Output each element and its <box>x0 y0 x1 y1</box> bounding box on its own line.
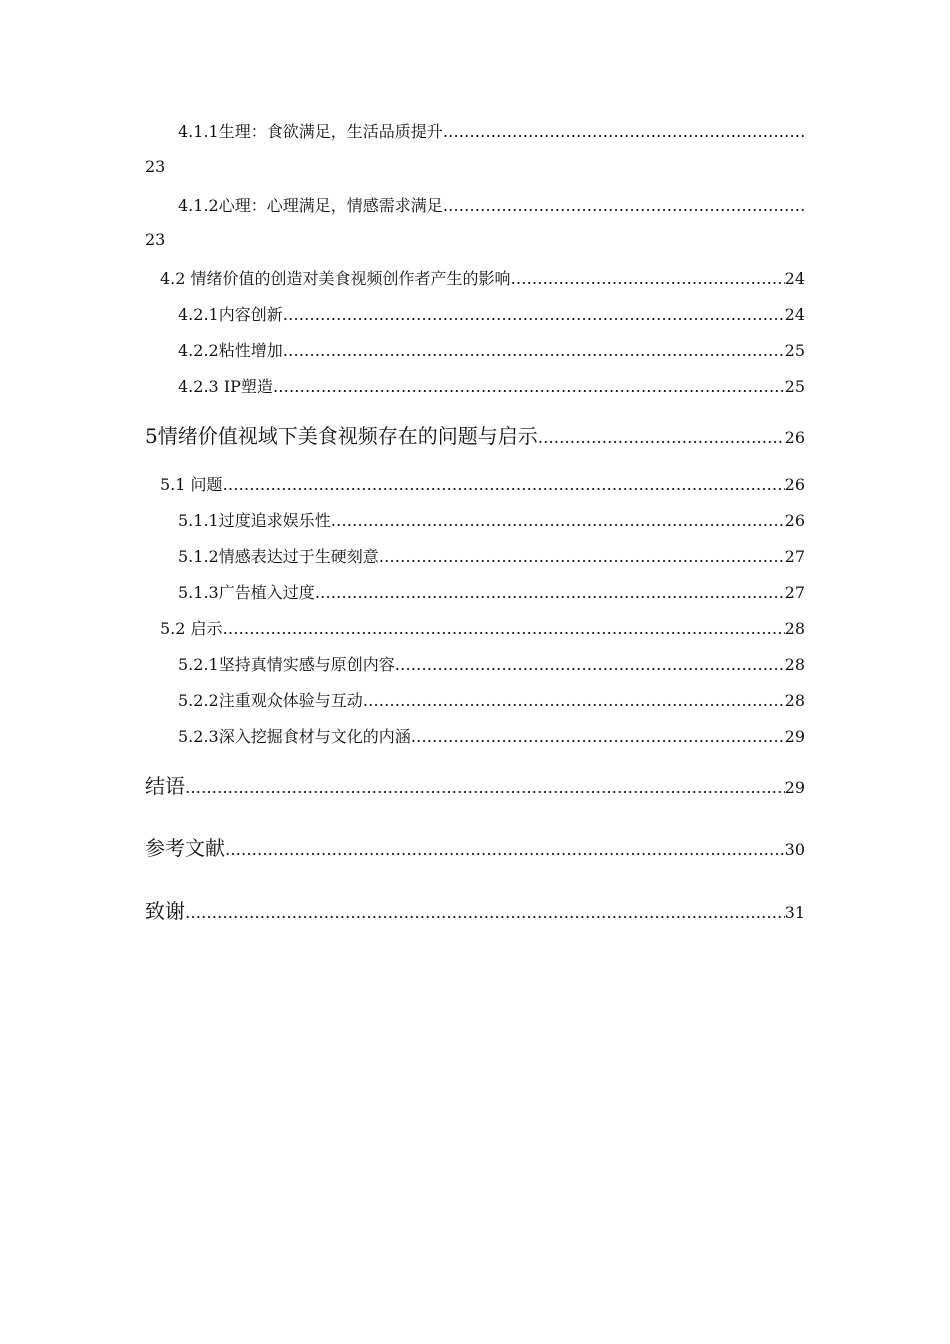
toc-entry[interactable] <box>178 724 805 747</box>
toc-leader <box>411 727 785 746</box>
toc-chapter-entry[interactable] <box>145 420 805 449</box>
toc-entry-title: 5.2.1坚持真情实感与原创内容 <box>178 655 395 674</box>
toc-entry-page: 23 <box>145 230 166 249</box>
toc-entry-title: 4.1.1生理：食欲满足，生活品质提升 <box>178 122 443 141</box>
toc-chapter-entry[interactable] <box>145 770 805 799</box>
toc-leader <box>185 903 785 922</box>
toc-entry[interactable] <box>178 374 805 397</box>
toc-leader <box>395 655 785 674</box>
toc-entry-page: 29 <box>784 727 805 746</box>
toc-leader <box>379 547 785 566</box>
toc-entry-title: 4.2.2粘性增加 <box>178 341 283 360</box>
toc-entry-title: 5情绪价值视域下美食视频存在的问题与启示 <box>145 424 538 448</box>
toc-entry[interactable] <box>178 652 805 675</box>
toc-entry-title: 致谢 <box>145 899 185 923</box>
toc-entry-page: 29 <box>784 778 805 797</box>
toc-leader <box>273 377 785 396</box>
toc-entry-page: 24 <box>784 269 805 288</box>
toc-entry-page: 31 <box>784 903 805 922</box>
toc-entry[interactable] <box>178 338 805 361</box>
toc-leader <box>223 619 785 638</box>
toc-leader <box>538 428 785 447</box>
toc-entry-title: 5.1 问题 <box>160 475 223 494</box>
toc-entry-page: 27 <box>784 547 805 566</box>
toc-leader <box>185 778 785 797</box>
toc-entry-page: 28 <box>784 619 805 638</box>
toc-leader <box>511 269 785 288</box>
toc-entry[interactable] <box>178 508 805 531</box>
toc-entry-title: 5.2.2注重观众体验与互动 <box>178 691 363 710</box>
toc-entry-page: 27 <box>784 583 805 602</box>
toc-leader <box>363 691 785 710</box>
toc-chapter-entry[interactable] <box>145 895 805 924</box>
toc-entry[interactable] <box>160 266 805 289</box>
toc-entry-title: 参考文献 <box>145 836 225 860</box>
toc-entry[interactable] <box>178 302 805 325</box>
toc-entry[interactable] <box>178 688 805 711</box>
toc-leader <box>443 196 805 215</box>
toc-leader <box>283 341 785 360</box>
toc-entry-page: 25 <box>784 377 805 396</box>
toc-entry[interactable] <box>178 580 805 603</box>
toc-leader <box>225 840 785 859</box>
toc-entry-page: 26 <box>784 511 805 530</box>
toc-leader <box>283 305 785 324</box>
toc-entry-title: 5.1.1过度追求娱乐性 <box>178 511 331 530</box>
toc-leader <box>331 511 785 530</box>
toc-entry-title: 4.2.1内容创新 <box>178 305 283 324</box>
toc-chapter-entry[interactable] <box>145 832 805 861</box>
toc-entry-page: 23 <box>145 157 166 176</box>
toc-entry-page: 26 <box>784 475 805 494</box>
toc-entry-page: 28 <box>784 691 805 710</box>
toc-entry-page: 24 <box>784 305 805 324</box>
toc-entry-title: 5.2 启示 <box>160 619 223 638</box>
toc-entry[interactable] <box>178 193 805 216</box>
toc-entry-title: 5.2.3深入挖掘食材与文化的内涵 <box>178 727 411 746</box>
toc-entry[interactable] <box>160 616 805 639</box>
toc-entry-title: 4.2 情绪价值的创造对美食视频创作者产生的影响 <box>160 269 511 288</box>
toc-leader <box>443 122 805 141</box>
toc-entry-title: 5.1.3广告植入过度 <box>178 583 315 602</box>
toc-entry-page: 30 <box>784 840 805 859</box>
toc-leader <box>223 475 785 494</box>
toc-entry-page: 25 <box>784 341 805 360</box>
toc-entry[interactable] <box>160 472 805 495</box>
toc-entry-page: 26 <box>784 428 805 447</box>
toc-entry-page: 28 <box>784 655 805 674</box>
toc-leader <box>315 583 785 602</box>
toc-entry[interactable] <box>178 544 805 567</box>
toc-entry-title: 4.2.3 IP塑造 <box>178 377 273 396</box>
toc-entry[interactable] <box>178 119 805 142</box>
toc-entry-title: 5.1.2情感表达过于生硬刻意 <box>178 547 379 566</box>
toc-entry-title: 结语 <box>145 774 185 798</box>
toc-entry-title: 4.1.2心理：心理满足，情感需求满足 <box>178 196 443 215</box>
